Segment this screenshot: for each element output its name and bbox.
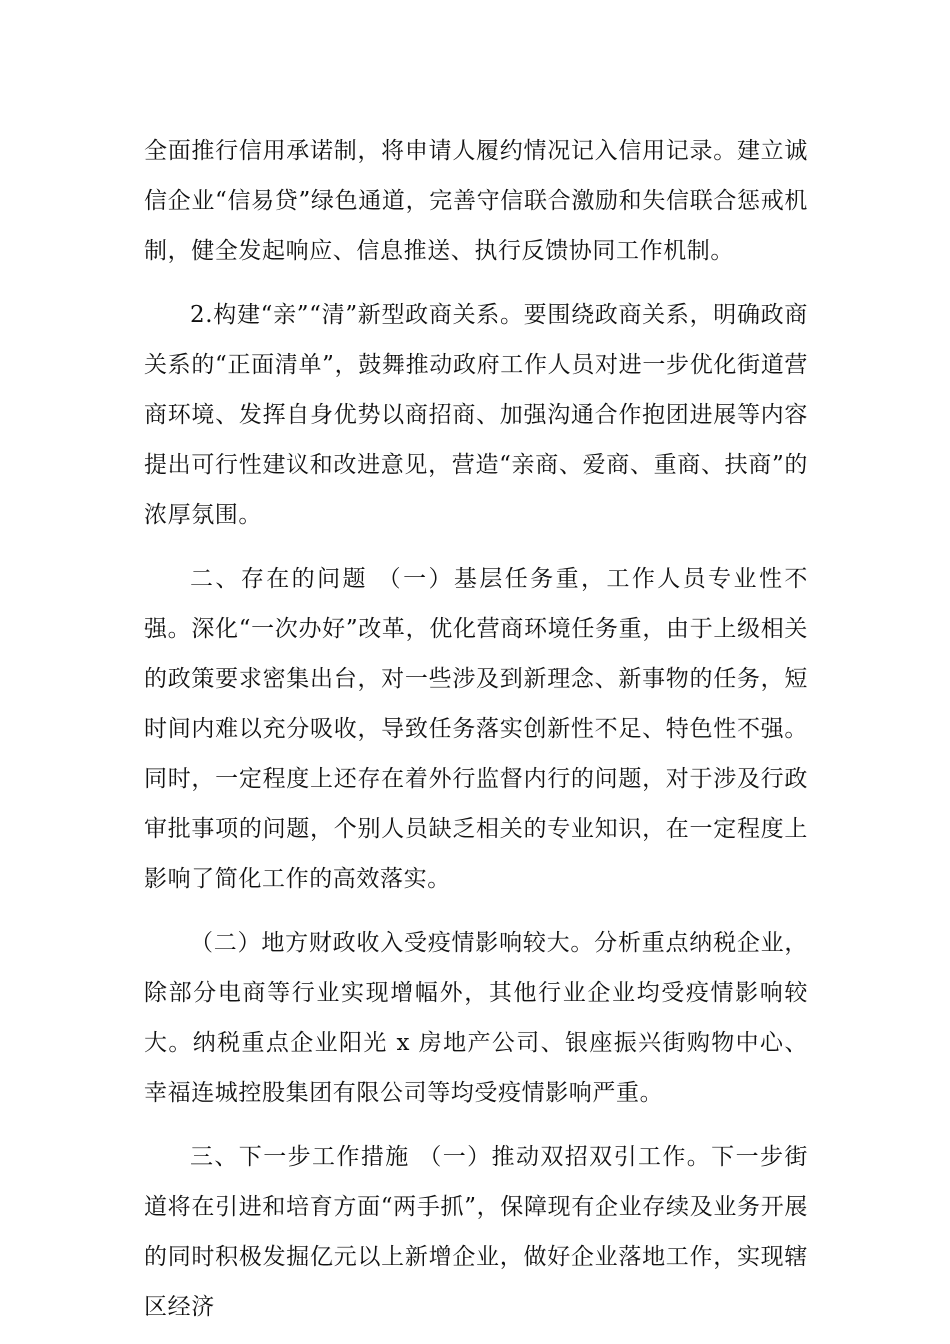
paragraph-fiscal-revenue: （二）地方财政收入受疫情影响较大。分析重点纳税企业，除部分电商等行业实现增幅外，其他行业企业均受疫情影响较大。纳税重点企业阳光 x 房地产公司、银座振兴街购物中心、幸福连城控股集团有限公司等均受疫情影响严重。	[144, 930, 808, 1106]
paragraph-gap	[144, 276, 808, 290]
paragraph-next-steps: 三、下一步工作措施 （一）推动双招双引工作。下一步街道将在引进和培育方面“两手抓”，保障现有企业存续及业务开展的同时积极发掘亿元以上新增企业，做好企业落地工作，实现辖区经济	[144, 1144, 808, 1320]
paragraph-government-business-relations: 2.构建“亲”“清”新型政商关系。要围绕政商关系，明确政商关系的“正面清单”，鼓舞推动政府工作人员对进一步优化街道营商环境、发挥自身优势以商招商、加强沟通合作抱团进展等内容提出可行性建议和改进意见，营造“亲商、爱商、重商、扶商”的浓厚氛围。	[144, 302, 808, 528]
paragraph-gap	[144, 540, 808, 554]
paragraph-gap	[144, 904, 808, 918]
document-body	[144, 126, 808, 1332]
paragraph-gap	[144, 1118, 808, 1132]
paragraph-existing-problems: 二、存在的问题 （一）基层任务重，工作人员专业性不强。深化“一次办好”改革，优化营商环境任务重，由于上级相关的政策要求密集出台，对一些涉及到新理念、新事物的任务，短时间内难以充分吸收，导致任务落实创新性不足、特色性不强。同时，一定程度上还存在着外行监督内行的问题，对于涉及行政审批事项的问题，个别人员缺乏相关的专业知识，在一定程度上影响了简化工作的高效落实。	[144, 566, 808, 892]
paragraph-credit-system: 全面推行信用承诺制，将申请人履约情况记入信用记录。建立诚信企业“信易贷”绿色通道，完善守信联合激励和失信联合惩戒机制，健全发起响应、信息推送、执行反馈协同工作机制。	[144, 138, 808, 264]
